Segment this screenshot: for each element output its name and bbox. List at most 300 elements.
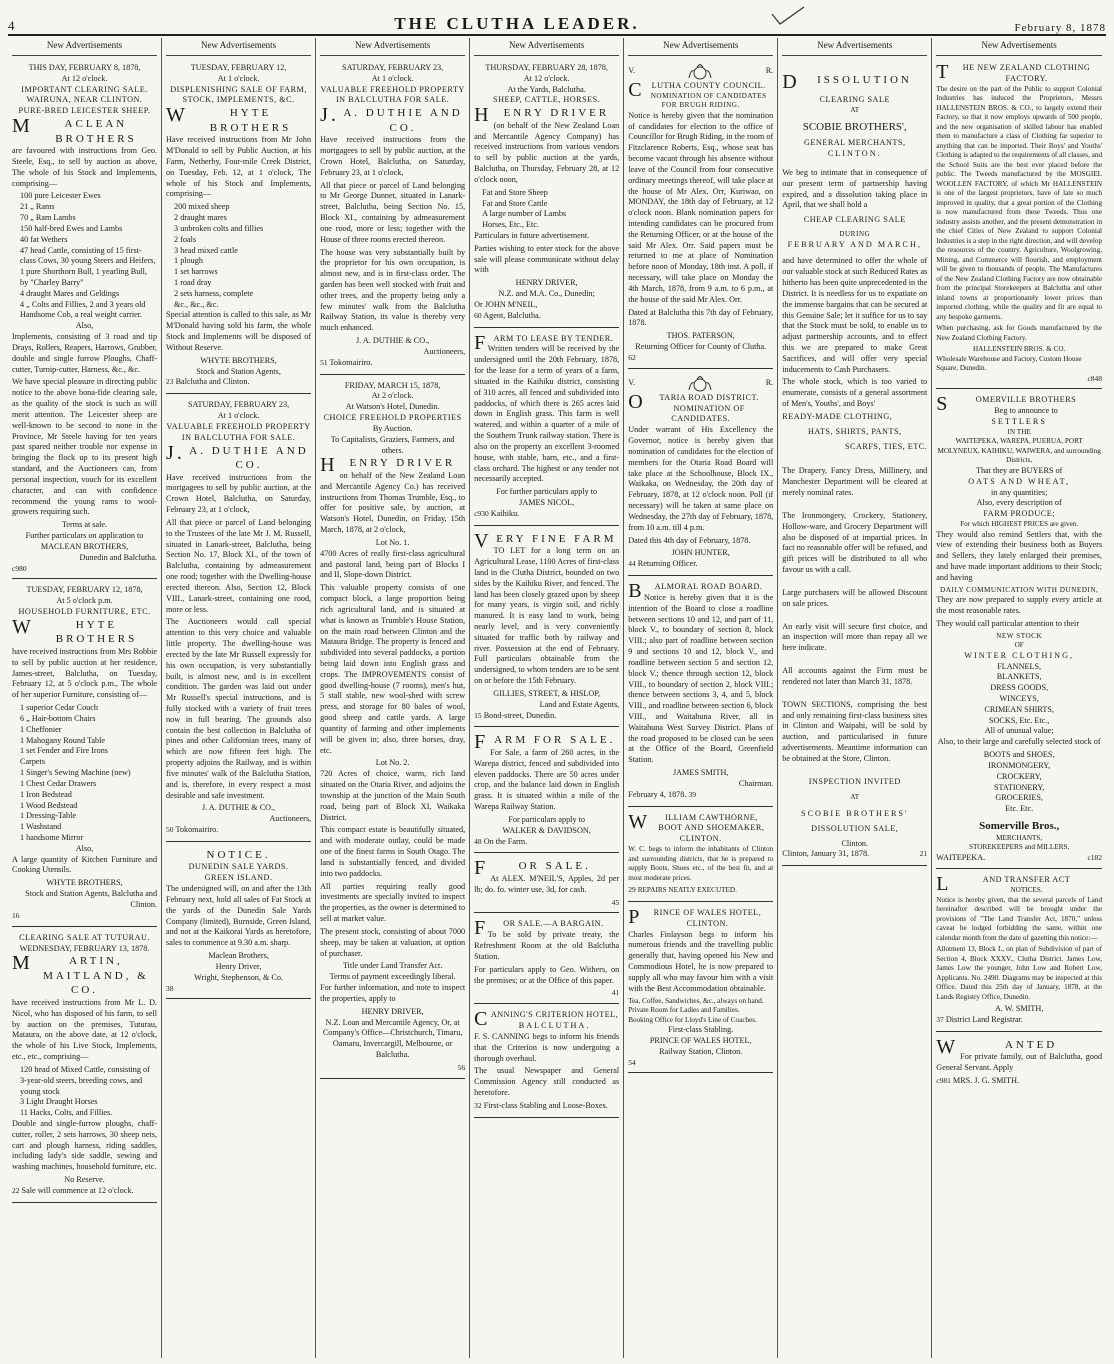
advert-note: Particulars in future advertisement. [474,230,590,240]
advert-firm: MARTIN, MAITLAND, & CO. [12,952,149,997]
advert-signature-2: Henry Driver, [215,961,262,971]
advert-para-7: An early visit will secure first choice, and an inspection will more than repay all we here indicate. [782,621,928,653]
advert-signature: HENRY DRIVER, [361,1006,424,1016]
advert-body: At ALEX. M'NEIL'S, Apples, 2d per lb; do. fo. winter use, 3d, for cash. [474,873,620,894]
advert-signature-place: Tokomairiro. [329,357,373,367]
advert-body-2: All that piece or parcel of Land belonging to the Trustees of the late Mr J. M. Russell, situated in Lanark-street, Balclutha, being Section No. 17, Block XI., of the town of Balclutha, containing by admeasurement one rood; together with the Dwelling-house erected thereon. Also, Section 12, Block VIII., Lanark-street, containing one rood, more or less. [166,517,312,614]
advert-signature: JAMES SMITH, [672,768,729,778]
list-item: 3 head mixed cattle [174,245,238,255]
advert-criterion-hotel [474,1007,619,1117]
advert-para-8: All accounts against the Firm must be rendered not later than March 31, 1878. [782,666,928,686]
list-item: DRESS GOODS, [990,683,1049,693]
advert-line-4: GENERAL MERCHANTS, [804,138,906,148]
crest-label-left: V. [628,66,636,76]
advert-item-list [12,703,157,844]
advert-para-2: and have determined to offer the whole of our valuable stock at such Reduced Rates as hitherto has been quite unprecedented in the District. It is needless for us to expatiate on the immense bargains that can be secured at this Genuine Sale; let it suffice for us to say that the Stock must be sold, to enable us to adjust partnership accounts, and to effect this we are prepared to make Great Sacrifices, and will offer very special inducements to Cash Purchasers. [782,256,928,374]
column-1 [8,38,162,1358]
list-item: 1 Chest Cedar Drawers [20,778,97,788]
advert-line-9: FARM PRODUCE; [983,509,1055,519]
advert-lot-2: Lot No. 2. [375,758,410,768]
advert-line-11: DAILY COMMUNICATION WITH DUNEDIN, [940,585,1099,594]
list-item: BOOTS and SHOES, [983,750,1055,760]
advert-footer: REPAIRS NEATLY EXECUTED. [637,886,737,895]
advert-scobie-dissolution [782,60,927,866]
advert-signature-3: Wright, Stephenson, & Co. [194,972,283,982]
list-item: SOCKS, Etc. Etc., [988,715,1050,725]
list-item: Horses, Etc., Etc. [482,220,539,230]
advert-para-6: Large purchasers will be allowed Discount on sale prices. [782,587,928,608]
list-item: 1 road dray [174,277,212,287]
advert-signature-place: Tokomairiro. [175,825,219,835]
advert-para-9: TOWN SECTIONS, comprising the best and only remaining first-class business sites in Clinton and Waipahi, will be sold by auction, and particularised in future advertisements. Meantime information can be obtained at the Store, Clinton. [782,699,928,763]
list-item: 1 Singer's Sewing Machine (new) [20,768,131,778]
advert-number: c848 [1087,373,1103,383]
advert-signature-role: District Land Registrar. [945,1015,1023,1025]
advert-balmoral-road-board [628,579,773,807]
advert-sheep-cattle-horses [474,60,619,328]
list-item: 2 draught mares [174,213,227,223]
advert-more: A large quantity of Kitchen Furniture and Cooking Utensils. [12,854,158,875]
advert-signature: JAMES NICOL, [519,498,575,508]
advert-signature-role: Chairman. [738,778,774,788]
advert-lot-2-text: 720 Acres of choice, warm, rich land situated on the Otaria River, and adjoins the township at the junction of the Main South road, being part of Block XI, Waikaka District. [320,769,466,822]
advert-number: 15 [474,710,482,720]
advert-item-list [936,662,1102,727]
advert-number: 62 [628,352,636,362]
advert-clutha-county-council [628,60,773,369]
royal-crest-icon [685,64,715,80]
advert-item-list-2 [936,750,1102,815]
advert-signature-place: Balclutha and Clinton. [175,377,250,387]
advert-signature: MACLEAN BROTHERS, [40,541,129,551]
advert-title: HOUSEHOLD FURNITURE, ETC. [18,607,151,617]
advert-paragraph: This valuable property consists of one compact block, a large proportion being rich agricultural land, and is situated at what is known as Trumble's House Station, on the main road between Clinton and the Mataura Bridge. The property is fenced and subdivided into several paddocks, a portion being laid down into English grass and crops. The IMPROVEMENTS consist of good dwelling-house (7 rooms), men's hut, 5 stall stable, new wool-shed with screw press, and storage for 80 bales of wool, good sheep and cattle yards. A large quantity of farming and other implements will be given in; also, three horses, dray, etc. [320,583,466,755]
advert-signature: WHYTE BROTHERS, [46,878,123,888]
list-item: 1 plough [174,256,203,266]
advert-sale: IMPORTANT CLEARING SALE. [21,84,148,94]
advert-line-5: CLINTON. [827,149,882,159]
list-item: 3 Light Draught Horses [20,1097,98,1107]
advert-body: For private family, out of Balclutha, good General Servant. Apply [936,1052,1103,1073]
advert-clearing-sale-wairuna [12,60,157,580]
list-item: 2 foals [174,234,197,244]
advert-item-list [166,202,311,310]
column-4 [470,38,624,1358]
advert-body: To be sold by private treaty, the Refreshment Room at the old Balclutha Station. [474,930,620,961]
list-item: 1 Wood Bedstead [20,800,78,810]
advert-line-13: AT [850,793,860,802]
advert-signature: J. A. DUTHIE & CO., [356,336,430,346]
advert-subtitle: PURE-BRED LEICESTER SHEEP. [18,106,151,116]
advert-line-1: Beg to announce to [994,406,1058,416]
advert-line-4: WAITEPEKA, WAREPA, PUERUA, PORT MOLYNEUX, KAIHIKU, WAIWERA, and surrounding Districts, [937,437,1101,465]
column-heading: New Advertisements [320,38,465,56]
advert-body-2: The usual Newspaper and General Commission Agency still conducted as heretofore. [474,1066,620,1098]
advert-signature-role: Returning Officer for County of Clutha. [635,342,767,352]
column-2 [162,38,316,1358]
advert-firm: SCOBIE BROTHERS', [802,120,907,133]
advert-body: Notice is hereby given, that the several parcels of Land hereinafter described will be brought under the provisions of "The Land Transfer Act, 1870," unless caveat be lodged forbidding the same, within one calendar month from the date of gazetting this notice:— [936,895,1103,942]
advert-date: SATURDAY, FEBRUARY 23, [342,62,444,72]
advert-time: At 5 o'clock p.m. [56,596,113,606]
advert-body: Under warrant of His Excellency the Governor, notice is hereby given that nomination of candidates for the election of members for the Otaria Road Board will take place at the Schoolhouse, Block IX., Waikaka, on Wednesday, the 20th day of February, 1878, at 12 o'clock noon. Poll (if necessary) will be taken at same place on Wednesday, the 27th day of February, 1878, from 10 a.m. till 4 p.m. [628,425,774,532]
advert-para-5: The Ironmongery, Crockery, Stationery, Hollow-ware, and Grocery Department will also be disposed of at impartial prices. In fact no reasonable offer will be refused, and gift prices will be distributed to all who favour us with a call. [782,510,928,575]
advert-line-14: WINTER CLOTHING, [964,650,1075,660]
advert-signature: A. W. SMITH, [994,1004,1044,1014]
advert-more: Double and single-furrow ploughs, chaff-cutter, roller, 2 sets harrows, 30 sheep nets, cart and plough harness, riding saddles, including lady's side saddle, sewing and washing machines, household furniture, etc. [12,1119,158,1172]
advert-notice-sale-yards [166,845,311,1000]
column-heading: New Advertisements [474,38,619,56]
list-item: Fat and Store Cattle [482,198,548,208]
advert-choice-freehold-properties [320,378,465,1079]
advert-line-2: SETTLERS [991,417,1047,427]
page-number: 4 [8,18,15,33]
advert-paragraph: We have special pleasure in directing public notice to the above bona-fide clearing sale, as the quality of the stock is such as will merit attention. The Leicester sheep are well-known to be second to none in the Province, Mr Steele having for ten years past spared neither trouble nor expense in bringing the flock up to its present high standard, and the Auctioneers can, from personal inspection, vouch for its excellent character, and can with confidence recommend the young rams to wool-growers requiring such. [12,377,158,517]
crest-label-right: R. [765,66,774,76]
advert-signature: HENRY DRIVER, [515,278,578,288]
advert-title: SOMERVILLE BROTHERS [936,393,1077,416]
advert-somerville-brothers [936,392,1102,869]
advert-paragraph: The Auctioneers would call special attention to this very choice and valuable little property. The dwelling-house was erected by the late Mr Russell expressly for his own occupation, is very substantially built, is almost new, and is in excellent condition. The garden was laid out under Mr Russell's special instructions, and is fully stocked with a variety of fruit trees now in full bearing. The grounds also contain the best collection in Balclutha of pines and other Californian trees, many of which are now fifteen feet high. The property adjoins the Railway, and is within five minutes' walk of the Balclutha Station, and is, therefore, in every respect a most desirable and safe investment. [166,617,312,800]
advert-title: CLUTHA COUNTY COUNCIL. [628,78,766,101]
advert-further: For further particulars apply to [496,487,598,497]
advert-title: WILLIAM CAWTHORNE, [628,810,758,833]
advert-signature: Maclean Brothers, [208,951,269,961]
advert-paragraph-4: The present stock, consisting of about 7000 sheep, may be taken at valuation, at option of purchaser. [320,926,466,958]
list-item: WINCEYS, [999,693,1039,703]
advert-line-6: OATS AND WHEAT, [968,476,1071,486]
list-item: 120 head of Mixed Cattle, consisting of 3-year-old steers, breeding cows, and young stock [20,1064,150,1096]
advert-date: THURSDAY, FEBRUARY 28, 1878, [485,62,608,72]
advert-body: Have received instructions from Mr John M'Donald to sell by Public Auction, at his Farm, Netherby, Four-mile Creek District, on Tuesday, Feb. 12, at 1 o'clock, The whole of his Stock and Implements, comprising— [166,135,312,199]
list-item: 1 set harrows [174,267,218,277]
advert-title: THE NEW ZEALAND CLOTHING FACTORY. [936,60,1091,83]
advert-date: FRIDAY, MARCH 15, 1878, [344,380,441,390]
advert-firm: MACLEAN BROTHERS [12,115,137,145]
advert-further: Further particulars on application to [25,531,144,541]
advert-also: Also, [75,843,94,853]
advert-for-sale-bargain [474,916,619,1004]
advert-body: Written tenders will be received by the undersigned until the 20th February, 1878, for the lease for a term of years of a farm, situated in the Kaihiku district, consisting of 310 acres, all fenced and subdivided into paddocks, of which there is 265 acres laid down in English grass. This farm is well watered, and within a quarter of a mile of the Southern Trunk railway station. There is also on the property an excellent 3-roomed house, with stable, barn, etc., and a first-class orchard. The highest or any tender not necessarily accepted. [474,344,620,484]
advert-title: NOTICE. [206,848,271,861]
advert-body-2: When purchasing, ask for Goods manufactured by the New Zealand Clothing Factory. [936,324,1103,342]
column-5 [624,38,778,1358]
crest-label-right: R. [765,378,774,388]
advert-item-list [12,1065,157,1119]
advert-number: 29 [628,885,636,895]
advert-line-8: FEBRUARY AND MARCH, [787,239,922,249]
advert-body: The desire on the part of the Public to support Colonial Industries has induced the Proprietors, Messrs HALLENSTEIN BROS. & CO., to largely extend their Factory, so that it now employs upwards of 500 people, and the new organisation of skilled labour has enabled them to manufacture a class of Clothing far superior to anything that can be imported. Their Boys' and Youths' Clothing is adapted to the requirements of all classes, and the School Suits are the best ever placed before the public. The Tweeds manufactured by the MOSGIEL WOOLLEN FACTORY, of which Mr HALLENSTEIN is one of the largest proprietors, have of late so much improved in quality, that a great portion of the Clothing is now manufactured from these Tweeds. Thus one industry assists another, and the present demonstration in the chief Cities of New Zealand to support Colonial Industries is a step in the right direction, and will develop the resources of the country. Agriculture, Woolgrowing, Mining, and Commerce will flourish, and employment will be given to thousands of people. The Manufactures of the New Zealand Clothing Factory are now obtainable from the principal Storekeepers at Balclutha and other inland towns at proportionately lower prices than imported clothing, while the quality and fit are equal to any bespoke garments. [936,84,1103,321]
advert-signature-place: Kaihiku. [490,508,520,518]
advert-line-7: in any quantities; [990,487,1048,497]
advert-number: 23 [166,377,174,387]
advert-paragraph-6: Terms of payment exceedingly liberal. [329,972,456,982]
advert-subtitle: DUNEDIN SALE YARDS. [188,862,289,872]
advert-place: At the Yards, Balclutha. [507,84,586,94]
advert-number: c981 [936,1076,951,1086]
advert-date: WEDNESDAY, FEBRUARY 13, 1878. [19,943,150,953]
advert-time: At 12 o'clock. [523,73,570,83]
advert-prince-of-wales-hotel [628,905,773,1074]
advert-otaria-road-district [628,372,773,576]
advert-signature-detail: N.Z. Loan and Mercantile Agency, Or, at Company's Office—Christchurch, Timaru, Oamaru, Invercargill, Melbourne, or Balclutha. [322,1017,463,1059]
advert-wanted [936,1035,1102,1092]
advert-line-12: NEW STOCK [996,631,1043,640]
advert-number: 37 [936,1015,944,1025]
advert-body: TO LET for a long term on an Agricultural Lease, 1100 Acres of first-class land in the Clutha District, bounded on two sides by the Kaihiku River, and fenced. The land has been closely grazed upon by sheep for many years, is virgin soil, and richly manured. It is easy land to work, being nearly level, and is very conveniently situated for traffic both by railway and river. Possession at the end of February. Full particulars obtainable from the undersigned, to whom tenders are to be sent on or before the 15th February. [474,546,620,686]
advert-signature-2: N.Z. and M.A. Co., Dunedin; [498,289,595,299]
advert-title: FARM FOR SALE. [474,731,616,754]
advert-line-15: DISSOLUTION SALE, [811,823,899,833]
advert-stabling: First-class Stabling. [668,1025,734,1035]
advert-firm: J.A. DUTHIE AND CO. [166,441,309,472]
advert-farm-for-sale [474,730,619,853]
advert-signature-4: WAITEPEKA. [936,852,986,862]
advert-number: 39 [688,789,696,799]
list-item: 3 unbroken colts and fillies [174,223,264,233]
advert-number: 48 [474,836,482,846]
advert-signature-role: Auctioneers, [423,346,466,356]
advert-time: At 1 o'clock. [217,73,260,83]
advert-signature: JOHN HUNTER, [671,548,730,558]
column-heading: New Advertisements [782,38,927,56]
advert-body: For Sale, a farm of 260 acres, in the Warepa district, fenced and subdivided into eleven paddocks. There are 50 acres under crop, and the balance laid down in English grass. It is situated within a mile of the Warepa Railway Station. [474,747,620,812]
advert-time: At 1 o'clock. [217,411,260,421]
advert-item-list [12,191,157,321]
list-item: BLANKETS, [996,672,1042,682]
list-item: 70 „ Ram Lambs [20,213,76,223]
advert-body-2: Allotment 13, Block I., on plan of Subdivision of part of Section 4, Block XXXV., Clutha District. James Low, James Low the younger, John Low and Robert Low, Applicants. No. 2490. Diagrams may be inspected at this Office. Dated this 25th day of January, 1878, at the Lands Registry Office, Dunedin. [936,945,1103,1001]
advert-firm: J.A. DUTHIE AND CO. [320,104,463,134]
advert-signature-3: Bond-street, Dunedin. [483,710,557,720]
list-item: 47 head Cattle, consisting of 15 first-class Cows, 30 young Steers and Heifers, 1 pure Shorthorn Bull, 1 yearling Bull, by "Charley Barry" [20,245,156,287]
advert-title: WANTED [936,1035,1058,1058]
advert-number: 54 [628,1057,636,1067]
advert-body: are favoured with instructions from Geo. Steele, Esq., to sell by auction as above, The whole of his Stock and Implements, comprising— [12,146,158,188]
advert-para-4: Also, to their large and carefully selected stock of [937,737,1101,747]
advert-line-6: CHEAP CLEARING SALE [803,215,906,225]
advert-para-3: The whole stock, which is too varied to enumerate, consists of a general assortment of Men's, Youths', and Boys' [782,377,928,409]
advert-signature-2: Wholesale Warehouse and Factory, Custom House Square, Dunedin. [936,354,1082,373]
advert-household-furniture [12,582,157,926]
advert-title: SHEEP, CATTLE, HORSES. [493,95,601,105]
list-item: A large number of Lambs [482,209,567,219]
advert-number: c980 [12,563,27,573]
column-3 [316,38,470,1358]
advert-body: Have received instructions from the mortgagees to sell by public auction, at the Crown Hotel, Balclutha, on Saturday, February 23, at 1 o'clock, [320,135,466,177]
column-7 [932,38,1106,1358]
advert-number: 44 [628,559,636,569]
advert-signature-3: STOREKEEPERS and MILLERS, [969,843,1070,852]
advert-line-5: That they are BUYERS of [975,465,1063,475]
advert-title: PRINCE OF WALES HOTEL, [628,905,762,928]
column-heading: New Advertisements [166,38,311,56]
advert-body: have received instructions from Mrs Robbie to sell by public auction at her residence, James-street, Balclutha, on Tuesday, February 12, at 5 o'clock p.m., The whole of her superior Furniture, consisting of— [12,646,158,700]
advert-para-1: They would also remind Settlers that, with the view of extending their business both as Buyers and Sellers, they lately enlarged their premises, and have made important additions to their Stock; and having [936,529,1103,582]
advert-number: 51 [320,357,328,367]
advert-line-2: AT [850,106,860,115]
advert-paragraph-3: All parties requiring really good investments are specially invited to inspect the properties, as the owner is determined to sell at market value. [320,881,466,924]
advert-body: on behalf of the New Zealand Loan and Mercantile Agency Co.) has received instructions from Thomas Trumble, Esq., to offer for positive sale, by auction, at Watson's Hotel, Dunedin, on Friday, 15th March, 1878, at 2 o'clock, [320,470,466,535]
advert-body-2: All that piece or parcel of Land belonging to Mr George Dunnet, situated in Lanark-street, Balclutha, being Section No. 15, Block XI., containing by admeasurement one rood, more or less; together with the House of three rooms erected thereon. [320,180,466,244]
advert-title: CHOICE FREEHOLD PROPERTIES [323,413,462,423]
advert-title: CANNING'S CRITERION HOTEL, [474,1008,619,1031]
advert-signature: THOS. PATERSON, [666,331,735,341]
list-item: 100 pure Leicester Ewes [20,191,101,201]
list-item: Fat and Store Sheep [482,187,548,197]
advert-body-2: For particulars apply to Geo. Withers, on the premises; or at the Office of this paper. [474,964,620,985]
list-item: 40 fat Wethers [20,234,68,244]
advert-dated: Dated this 4th day of February, 1878. [628,535,751,545]
advert-signature: MRS. J. G. SMITH. [952,1076,1020,1086]
list-item: 6 „ Hair-bottom Chairs [20,713,96,723]
advert-time: At 2 o'clock. [371,391,414,401]
advert-paragraph: The house was very substantially built by the proprietor for his own occupation, is almost new, and is in first-class order. The garden has been well stocked with fruit and other trees, and the property being only a few minutes' walk from the Balclutha Railway Station, its value is thereby very much enhanced. [320,247,466,333]
columns [8,38,1106,1358]
advert-signature-2: MERCHANTS, [996,833,1043,842]
royal-crest-row [628,63,773,81]
advert-title: BALMORAL ROAD BOARD. [628,580,763,603]
list-item: Carpets [20,757,46,767]
advert-paragraph-5: Title under Land Transfer Act. [342,961,443,971]
list-item: 2 sets harness, complete [174,288,254,298]
advert-body-2: Tea, Coffee, Sandwiches, &c., always on hand. [628,996,764,1005]
list-item: 1 superior Cedar Couch [20,703,98,713]
advert-line-11: SCARFS, TIES, ETC. [844,441,928,451]
advert-para-2: They are now prepared to supply every article at the most reasonable rates. [936,595,1103,616]
advert-nz-clothing-factory [936,60,1102,390]
list-item: 11 Hacks, Colts, and Fillies. [20,1108,113,1118]
advert-title: VERY FINE FARM [474,529,617,552]
advert-farm-to-lease [474,331,619,526]
advert-date: Clinton, January 31, 1878. [782,849,870,859]
advert-paragraph-2: This compact estate is beautifully situated, and with moderate outlay, could be made one of the finest farms in South Otago. The land is substantially fenced, and divided into two paddocks. [320,825,466,878]
advert-body: Have received instructions from the mortgagees to sell by public auction, at the Crown Hotel, Balclutha, on Saturday, February 23, at 1 o'clock, [166,472,312,515]
issue-date: February 8, 1878 [1014,22,1106,34]
advert-date: TUESDAY, FEBRUARY 12, 1878, [26,585,143,595]
advert-body: F. S. CANNING begs to inform his friends that the Criterion is now undergoing a thorough overhaul. [474,1032,620,1063]
advert-freehold-property-russell [166,397,311,842]
advert-title: FOR SALE. [474,857,591,880]
advert-line-13: OF [1014,641,1024,650]
advert-paragraph: Parties wishing to enter stock for the above sale will please communicate without delay with [474,243,620,275]
advert-signature-2: Railway Station, Clinton. [659,1046,743,1056]
list-item: 1 Cheffonier [20,724,62,734]
advert-item-list [474,188,619,231]
list-item: 1 Iron Bedstead [20,789,72,799]
advert-paragraph: Special attention is called to this sale, as Mr M'Donald having sold his farm, the whole Stock and Implements will be disposed of Without Reserve. [166,310,312,352]
advert-body: W. C. begs to inform the inhabitants of Clinton and surrounding districts, that he is prepared to supply Boots, Shoes etc., of the best fit, and at most moderate prices. [628,845,774,882]
list-item: 1 Mahogany Round Table [20,735,106,745]
advert-para-3: They would call particular attention to their [936,618,1080,628]
list-item: 150 half-bred Ewes and Lambs [20,223,123,233]
advert-title: LAND TRANSFER ACT [936,873,1071,896]
column-heading: New Advertisements [12,38,157,56]
advert-signature: WALKER & DAVIDSON, [502,825,591,835]
advert-number: 22 [12,1185,20,1195]
advert-further: For particulars apply to [508,814,585,824]
advert-line-10: For which HIGHEST PRICES are given. [960,520,1079,529]
advert-line-12: INSPECTION INVITED [808,776,901,786]
advert-line-7: DURING [839,230,871,239]
advert-very-fine-farm [474,529,619,728]
advert-line-9: READY-MADE CLOTHING, [782,411,893,421]
advert-freehold-property-dunnet [320,60,465,375]
advert-by: By Auction. [372,423,413,433]
advert-firm: HENRY DRIVER [320,454,456,477]
advert-subtitle: NOMINATION OF CANDIDATES. [671,403,745,424]
advert-signature-role: Stock and Station Agents, [196,366,281,376]
advert-signature: GILLIES, STREET, & HISLOP, [493,688,601,698]
column-heading: New Advertisements [936,38,1102,56]
advert-signature-place: Stock and Station Agents, Balclutha and Clinton. [25,889,158,909]
advert-signature: J. A. DUTHIE & CO., [201,803,276,813]
advert-body-3: Private Room for Ladies and Families. [628,1006,740,1015]
advert-signature: WHYTE BROTHERS, [200,355,277,365]
list-item: 1 set Fender and Fire Irons [20,746,108,756]
advert-title: VALUABLE FREEHOLD PROPERTY IN BALCLUTHA FOR SALE. [320,84,465,105]
advert-title: VALUABLE FREEHOLD PROPERTY IN BALCLUTHA FOR SALE. [166,421,311,442]
advert-title: DISPLENISHING SALE OF FARM, STOCK, IMPLEMENTS, &C. [170,84,307,105]
advert-subtitle: NOMINATION OF CANDIDATES FOR BRUGH RIDING. [650,91,767,110]
list-item: CROCKERY, [996,771,1042,781]
advert-body: Notice is hereby given that the nomination of candidates for election to the office of Councillor for Brugh Riding, in the room of Fitzclarence Roberts, Esq., whose seat has become vacant through his absence without leave of the Council from four consecutive ordinary meetings thereof, will take place at the house of Mr Alex. Orr, Kuriwao, on MONDAY, the 18th day of February, at 12 o'clock noon. Blank nomination papers for intending candidates can be procured from the Returning Officer, or at the house of the said Mr Alex. Orr. Said papers must be returned to me at place of Nomination before noon of Monday, 18th inst. A poll, if necessary, will take place on Monday the 4th March, 1878, from 9 a.m. to 6 p.m., at the house of the said Mr Alex. Orr. [628,110,774,304]
advert-dated: Dated at Balclutha this 7th day of February, 1878. [628,307,774,328]
advert-firm: WHYTE BROTHERS [12,615,138,646]
advert-footer: First-class Stabling and Loose-Boxes. [483,1100,608,1110]
advert-lot-1-text: 4700 Acres of really first-class agricultural and pastoral land, being part of Blocks I and II, Slope-down District. [320,548,466,580]
advert-line-1: CLEARING SALE [819,95,890,105]
advert-number: 56 [457,1062,466,1072]
advert-body: have received instructions from Mr L. D. Nicol, who has disposed of his farm, to sell by auction on the premises, Tuturau, Mataura, on the above date, at 12 o'clock, the whole of his Live Stock, Implements, etc., etc., comprising— [12,997,158,1062]
advert-signature-4: Agent, Balclutha. [483,310,541,320]
crest-label-left: V. [628,378,636,388]
advert-or: Or [474,299,483,309]
advert-subtitle: BOOT AND SHOEMAKER, [658,823,765,833]
advert-line-8: Also, every description of [976,498,1062,508]
advert-firm: HENRY DRIVER [474,104,610,127]
advert-number: 45 [611,897,620,907]
advert-subtitle: CLINTON. [686,918,729,928]
advert-line-3: IN THE [1007,427,1031,436]
advert-title: FARM TO LEASE BY TENDER. [474,331,614,354]
advert-signature-place: Dunedin and Balclutha. [79,552,158,562]
advert-also: Also, [75,321,94,331]
list-item: 21 „ Rams [20,202,55,212]
advert-tuturau-sale [12,930,157,1203]
advert-number: 41 [611,988,620,998]
advert-title: OTARIA ROAD DISTRICT. [628,390,759,413]
advert-number: 50 [166,825,174,835]
list-item: 1 Dressing-Table [20,811,77,821]
list-item: IRONMONGERY, [988,760,1051,770]
advert-signature-2: On the Farm. [483,836,528,846]
advert-title: DISSOLUTION [782,70,912,93]
checkmark-icon [770,6,806,26]
list-item: Etc. Etc. [1005,804,1034,814]
advert-para-1: We beg to intimate that in consequence of our present term of partnership having expired, and a dissolution taking place in April, that we shall hold a [782,167,928,210]
column-heading: New Advertisements [628,38,773,56]
advert-title: CLEARING SALE AT TUTURAU. [19,932,150,942]
advert-line-15: All of unusual value; [984,726,1054,736]
advert-subtitle: NOTICES. [1010,886,1043,895]
advert-number: 21 [919,849,928,859]
advert-terms: Terms at sale. [61,520,108,530]
list-item: FLANNELS, [997,661,1042,671]
list-item: Handsome Cob, a real weight carrier. [20,310,143,320]
list-item: 200 mixed sheep [174,202,230,212]
advert-line-10: HATS, SHIRTS, PANTS, [807,426,902,436]
